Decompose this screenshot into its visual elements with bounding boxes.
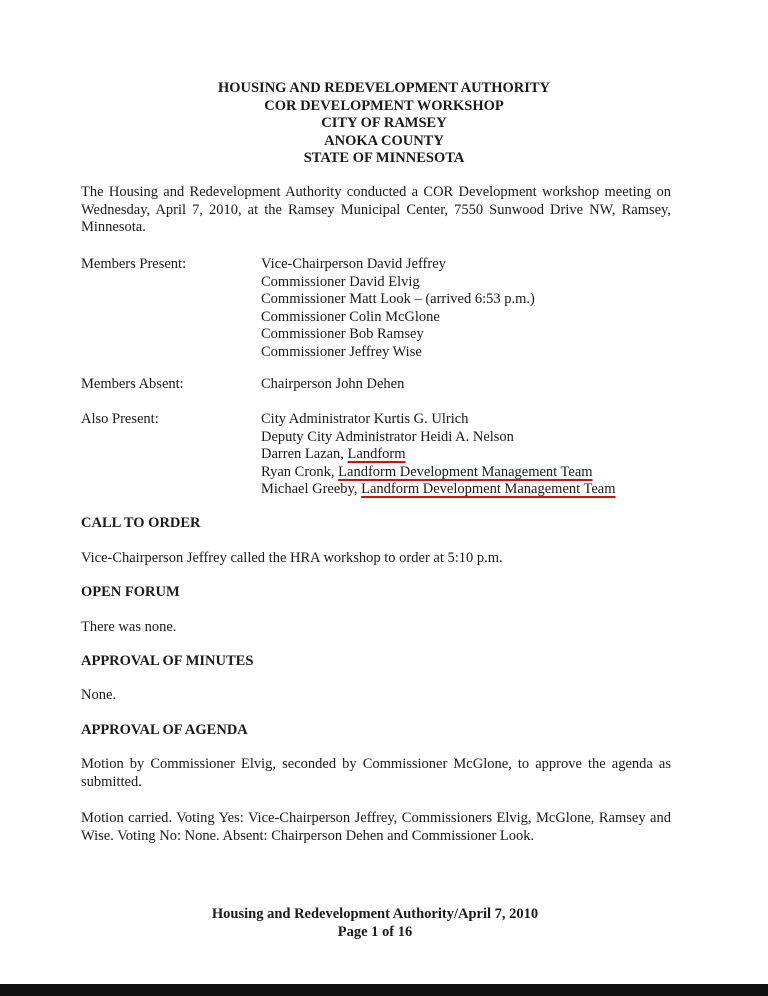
document-heading xyxy=(0,80,768,168)
page-footer xyxy=(0,906,750,941)
members-present-list xyxy=(261,256,681,362)
heading-workshop: COR DEVELOPMENT WORKSHOP xyxy=(264,97,504,114)
members-absent-list xyxy=(261,376,681,394)
attendee-name: Deputy City Administrator Heidi A. Nelson xyxy=(261,428,514,445)
member-name: Vice-Chairperson David Jeffrey xyxy=(261,256,446,272)
page-number: Page 1 of 16 xyxy=(337,923,413,940)
members-present-label: Members Present: xyxy=(81,256,187,272)
scan-edge-bar xyxy=(0,984,768,996)
attendee-name: City Administrator Kurtis G. Ulrich xyxy=(261,411,469,427)
attendee-name: Michael Greeby, Landform Development Management Team xyxy=(261,481,616,498)
member-name: Commissioner Bob Ramsey xyxy=(261,326,424,343)
intro-paragraph: The Housing and Redevelopment Authority conducted a COR Development workshop meeting on Wednesday, April 7, 2010, at the Ramsey Municipal Center, 7550 Sunwood Drive NW, Ramsey, Minnesota. xyxy=(81,184,671,236)
call-to-order-text: Vice-Chairperson Jeffrey called the HRA workshop to order at 5:10 p.m. xyxy=(81,550,503,566)
organization-underlined: Landform Development Management Team xyxy=(338,463,593,480)
members-absent-label: Members Absent: xyxy=(81,376,184,392)
member-name: Commissioner Jeffrey Wise xyxy=(261,343,422,360)
organization-underlined: Landform xyxy=(347,446,406,463)
approval-minutes-text: None. xyxy=(81,687,117,703)
member-name: Commissioner David Elvig xyxy=(261,273,420,290)
agenda-vote-text: Motion carried. Voting Yes: Vice-Chairperson Jeffrey, Commissioners Elvig, McGlone, Ramsey and Wise. Voting No: None. Absent: Chairperson Dehen and Commissioner Look. xyxy=(81,810,671,844)
attendee-name: Ryan Cronk, Landform Development Management Team xyxy=(261,463,593,480)
also-present-label: Also Present: xyxy=(81,411,159,427)
heading-state: STATE OF MINNESOTA xyxy=(303,150,465,166)
agenda-motion-text: Motion by Commissioner Elvig, seconded by Commissioner McGlone, to approve the agenda as submitted. xyxy=(81,756,671,790)
also-present-list xyxy=(261,411,681,499)
open-forum-heading: OPEN FORUM xyxy=(81,584,180,600)
heading-authority: HOUSING AND REDEVELOPMENT AUTHORITY xyxy=(217,80,551,96)
member-name: Chairperson John Dehen xyxy=(261,376,405,392)
member-name: Commissioner Matt Look – (arrived 6:53 p.m.) xyxy=(261,291,535,308)
member-name: Commissioner Colin McGlone xyxy=(261,308,440,325)
heading-county: ANOKA COUNTY xyxy=(324,132,444,149)
heading-city: CITY OF RAMSEY xyxy=(321,115,447,131)
open-forum-text: There was none. xyxy=(81,619,177,635)
approval-agenda-heading: APPROVAL OF AGENDA xyxy=(81,722,248,738)
approval-minutes-heading: APPROVAL OF MINUTES xyxy=(81,653,254,669)
attendee-name: Darren Lazan, Landform xyxy=(261,446,406,463)
footer-title: Housing and Redevelopment Authority/April 7, 2010 xyxy=(211,906,539,922)
call-to-order-heading: CALL TO ORDER xyxy=(81,515,201,531)
organization-underlined: Landform Development Management Team xyxy=(361,481,616,498)
